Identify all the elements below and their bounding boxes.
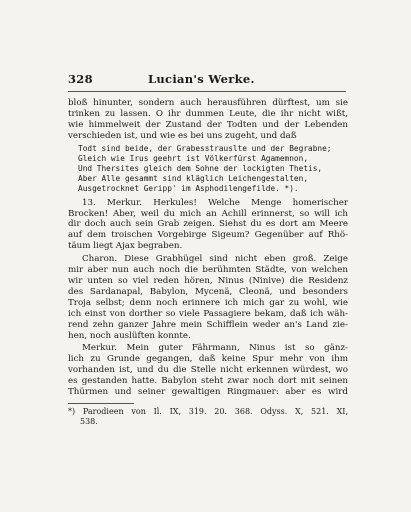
text-line: täum liegt Ajax begraben. [68, 241, 183, 252]
text-line: des Sardanapal, Babylon, Mycenä, Cleonä, und besonders [68, 286, 348, 297]
page-header [0, 72, 411, 88]
paragraph-3 [68, 254, 348, 341]
text-line: hen, noch auslüften konnte. [68, 330, 191, 341]
text-line: 13. Merkur. Herkules! Welche Menge homerischer [82, 197, 348, 208]
verse-line: Aber Alle gesammt sind kläglich Leichengestalten, [78, 174, 309, 184]
page-number: 328 [68, 72, 93, 86]
verse-line: Todt sind beide, der Grabesstrauslte und der Begrabne; [78, 143, 332, 153]
text-line: auf dem troischen Vorgebirge Sigeum? Gegenüber auf Rhö- [68, 230, 348, 241]
footnote-rule [68, 403, 134, 404]
text-line: Brocken! Aber, weil du mich an Achill erinnerst, so will ich [68, 208, 348, 219]
paragraph-1 [68, 98, 348, 142]
running-title: Lucian's Werke. [148, 72, 255, 86]
paragraph-2 [68, 198, 348, 253]
text-line: trinken zu lassen. O ihr dummen Leute, die ihr nicht wißt, [68, 108, 348, 119]
text-line: ich einst von dorther so viele Passagiere bekam, daß ich wäh- [68, 308, 348, 319]
text-line: vorhanden ist, und du die Stelle nicht erkennen würdest, wo [68, 365, 348, 376]
text-line: dir doch auch sein Grab zeigen. Siehst du es dort am Meere [68, 219, 348, 230]
footnote-line: *) Parodieen von Il. IX, 319. 20. 368. Odyss. X, 521. XI, [68, 406, 348, 416]
paragraph-4 [68, 343, 348, 398]
page-body [68, 98, 348, 428]
text-line: Merkur. Mein guter Fährmann, Ninus ist so gänz- [82, 343, 348, 354]
text-line: verschieden ist, und wie es bei uns zugeht, und daß [68, 130, 297, 141]
text-line: es gestanden hatte. Babylon steht zwar noch dort mit seinen [68, 376, 348, 387]
text-line: bloß hinunter, sondern auch herausführen dürftest, um sie [68, 98, 348, 108]
verse-line: Gleich wie Irus geehrt ist Völkerfürst Agamemnon, [78, 153, 309, 163]
text-line: Charon. Diese Grabhügel sind nicht eben groß. Zeige [82, 254, 348, 265]
text-line: Thürmen und seiner gewaltigen Ringmauer: aber es wird [68, 387, 348, 398]
verse-quote [68, 144, 348, 195]
header-rule [68, 91, 346, 92]
footnote-line: 538. [80, 417, 98, 427]
text-line: wie himmelweit der Zustand der Todten und der Lebenden [68, 119, 348, 130]
text-line: wir unten so viel reden hören, Ninus (Ninive) die Residenz [68, 275, 348, 286]
text-line: lich zu Grunde gegangen, daß keine Spur mehr von ihm [68, 354, 348, 365]
footnote [68, 407, 348, 428]
text-line: rend zehn ganzer Jahre mein Schifflein weder an's Land zie- [68, 319, 348, 330]
text-line: mir aber nun auch noch die berühmten Städte, von welchen [68, 265, 348, 276]
verse-line: Ausgetrocknet Geripp' im Asphodilengefilde. *). [78, 184, 299, 194]
text-line: Troja selbst; denn noch erinnere ich mich gar zu wohl, wie [68, 297, 348, 308]
verse-line: Und Thersites gleich dem Sohne der lockigten Thetis, [78, 164, 323, 174]
